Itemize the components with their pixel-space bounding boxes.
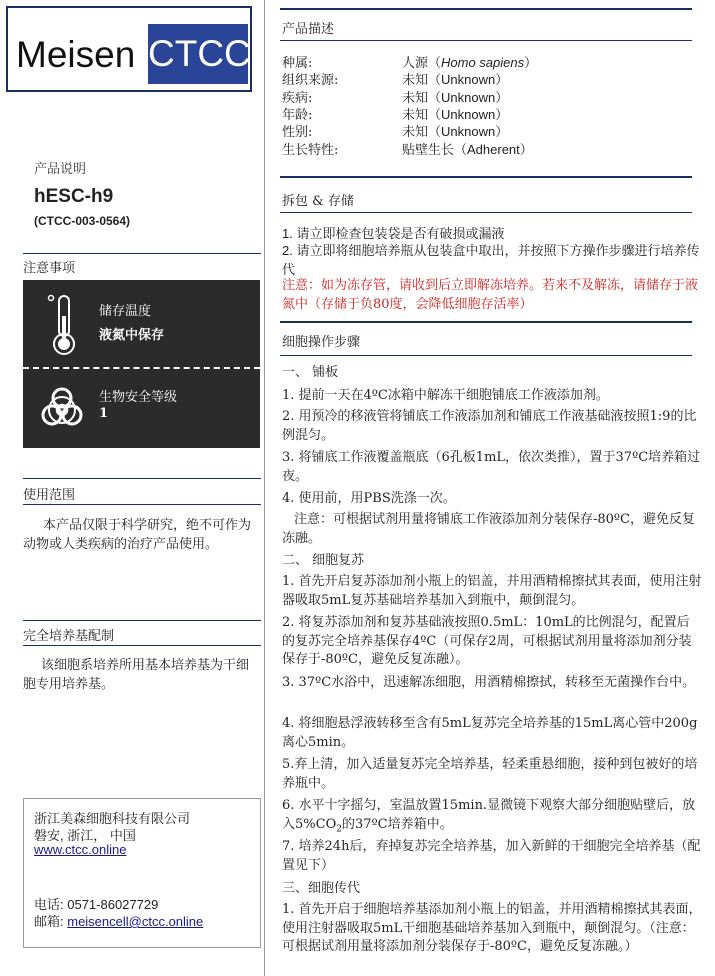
desc-value: 未知（Unknown） <box>402 124 509 139</box>
biohazard-icon <box>37 384 87 434</box>
thaw-step-4: 4. 将细胞悬浮液转移至含有5mL复苏完全培养基的15mL离心管中200g离心5min。 <box>282 716 698 750</box>
desc-title: 产品描述 <box>282 22 335 37</box>
panel-divider <box>23 367 260 369</box>
thaw-step-7: 7. 培养24h后，弃掉复苏完全培养基，加入新鲜的干细胞完全培养基（配置见下） <box>282 839 701 873</box>
logo-text-meisen: Meisen <box>16 34 136 75</box>
desc-key: 生长特性: <box>282 143 339 158</box>
desc-value: 未知（Unknown） <box>402 90 509 105</box>
website-link[interactable]: www.ctcc.online <box>34 842 127 857</box>
thaw-step-3: 3. 37ºC水浴中，迅速解冻细胞，用酒精棉擦拭，转移至无菌操作台中。 <box>282 675 696 690</box>
unpack-note: 注意：如为冻存管，请收到后立即解冻培养。若来不及解冻，请储存于液氮中（存储于负80度，会降低细胞存活率） <box>282 278 699 312</box>
unpack-title: 拆包 & 存储 <box>282 194 354 209</box>
desc-value: 未知（Unknown） <box>402 72 509 87</box>
desc-key: 种属: <box>282 56 313 71</box>
product-name: hESC-h9 <box>34 186 114 207</box>
thaw-step-5: 5.弃上清，加入适量复苏完全培养基，轻柔重悬细胞，接种到包被好的培养瓶中。 <box>282 757 698 791</box>
biosafety-value: 1 <box>99 406 109 421</box>
contact-box <box>23 798 261 948</box>
thaw-step-2: 2. 将复苏添加剂和复苏基础液按照0.5mL：10mL的比例混匀，配置后的复苏完全培养基保存4ºC（可保存2周，可根据试剂用量将添加剂分装保存于-80ºC，避免反复冻融）。 <box>282 615 692 667</box>
section-passage: 三、细胞传代 <box>282 881 361 896</box>
plating-step-2: 2. 用预冷的移液管将铺底工作液添加剂和铺底工作液基础液按照1:9的比例混匀。 <box>282 409 697 443</box>
email-link[interactable]: meisencell@ctcc.online <box>67 914 204 929</box>
plating-step-1: 1. 提前一天在4ºC冰箱中解冻干细胞铺底工作液添加剂。 <box>282 388 609 403</box>
section-thawing: 二、 细胞复苏 <box>282 553 365 568</box>
plating-step-3: 3. 将铺底工作液覆盖瓶底（6孔板1mL，依次类推），置于37ºC培养箱过夜。 <box>282 450 701 484</box>
desc-key: 性别: <box>282 125 313 140</box>
biosafety-label: 生物安全等级 <box>99 390 178 405</box>
biosafety-panel <box>23 368 260 448</box>
medium-text: 该细胞系培养所用基本培养基为干细胞专用培养基。 <box>23 658 250 692</box>
section-plating: 一、 铺板 <box>282 365 339 380</box>
thaw-step-6: 6. 水平十字摇匀，室温放置15min.显微镜下观察大部分细胞贴壁后，放入$5\%CO_2$的37ºC培养箱中。 <box>282 798 696 835</box>
unpack-step-2: 2. 请立即将细胞培养瓶从包装盒中取出，并按照下方操作步骤进行培养传代 <box>282 243 700 277</box>
product-code: (CTCC-003-0564) <box>34 214 131 228</box>
thermometer-icon <box>45 292 85 358</box>
plating-step-4: 4. 使用前，用PBS洗涤一次。 <box>282 491 456 506</box>
phone-label: 电话: <box>34 897 68 912</box>
passage-step-1: 1. 首先开启于细胞培养基添加剂小瓶上的铝盖，并用酒精棉擦拭其表面，使用注射器吸取5mL干细胞基础培养基加入到瓶中，颠倒混匀。（注意：可根据试剂用量将添加剂分装保存于-80ºC，避免反复冻融。） <box>282 902 702 954</box>
logo-text-ctcc: CTCC <box>148 24 248 84</box>
usage-title: 使用范围 <box>23 488 76 503</box>
desc-key: 组织来源: <box>282 73 339 88</box>
unpack-step-1: 1. 请立即检查包装袋是否有破损或漏液 <box>282 226 505 241</box>
desc-value: 未知（Unknown） <box>402 107 509 122</box>
desc-value: 人源（Homo sapiens） <box>402 55 538 70</box>
desc-value: 贴壁生长（Adherent） <box>402 142 533 157</box>
product-label: 产品说明 <box>34 162 87 177</box>
email-label: 邮箱: <box>34 914 68 929</box>
desc-key: 疾病: <box>282 91 313 106</box>
medium-title: 完全培养基配制 <box>23 629 115 644</box>
storage-panel <box>23 280 260 368</box>
usage-text: 本产品仅限于科学研究，绝不可作为动物或人类疾病的治疗产品使用。 <box>23 518 252 552</box>
storage-label: 储存温度 <box>99 304 152 319</box>
thaw-step-1: 1. 首先开启复苏添加剂小瓶上的铝盖，并用酒精棉擦拭其表面，使用注射器吸取5mL复苏基础培养基加入到瓶中，颠倒混匀。 <box>282 574 702 608</box>
column-divider <box>264 0 265 976</box>
storage-value: 液氮中保存 <box>99 328 165 343</box>
company-address: 磐安, 浙江， 中国 <box>34 828 136 843</box>
company-logo <box>6 6 252 92</box>
notice-title: 注意事项 <box>23 261 76 276</box>
desc-key: 年龄: <box>282 108 313 123</box>
ops-title: 细胞操作步骤 <box>282 335 361 350</box>
plating-note: 注意：可根据试剂用量将铺底工作液添加剂分装保存-80ºC，避免反复冻融。 <box>282 512 695 546</box>
phone-number: 0571-86027729 <box>67 897 159 912</box>
company-name: 浙江美森细胞科技有限公司 <box>34 811 191 826</box>
